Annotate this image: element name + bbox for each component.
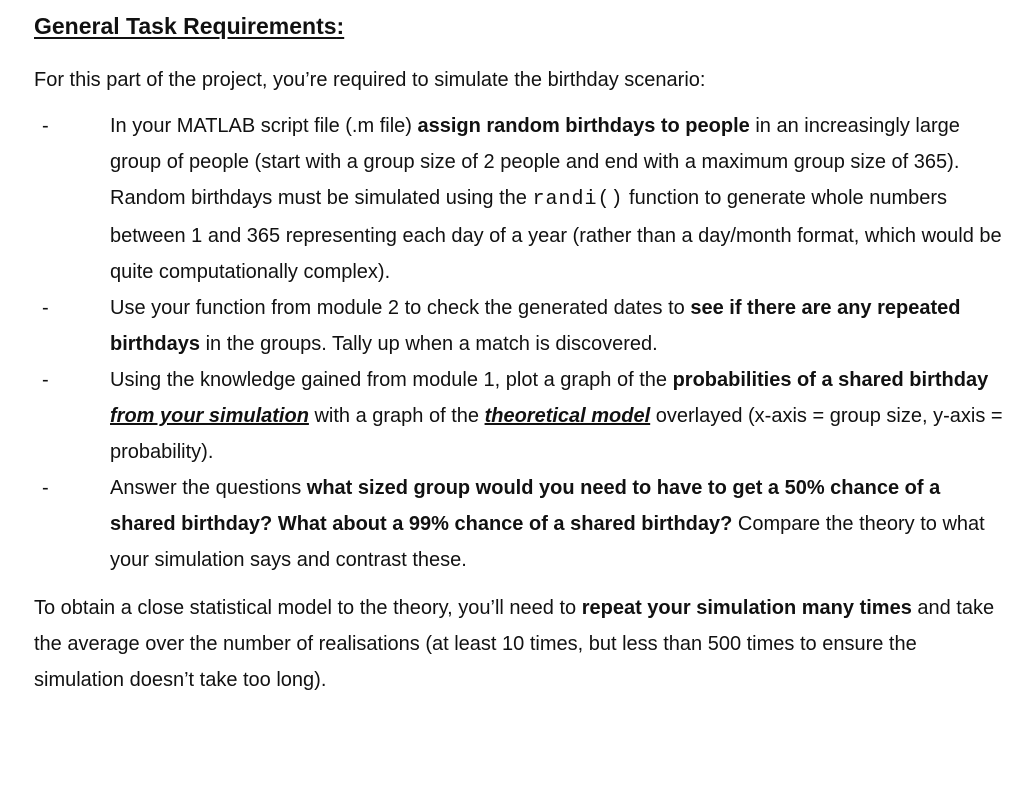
bullet-dash: - bbox=[42, 369, 49, 391]
item-3-text-1: Using the knowledge gained from module 1, plot a graph of the bbox=[110, 369, 673, 391]
item-1-text-2: in an increasingly large group of people (start with a group size of 2 people and end with a maximum group size of 365). Random birthdays must be simulated using the bbox=[110, 115, 960, 209]
closing-text-1: To obtain a close statistical model to the theory, you’ll need to bbox=[34, 597, 582, 619]
heading-title: General Task Requirements bbox=[34, 13, 337, 39]
document-page bbox=[34, 10, 1009, 698]
intro-paragraph: For this part of the project, you’re required to simulate the birthday scenario: bbox=[34, 69, 706, 91]
requirement-item-4 bbox=[34, 470, 1009, 578]
item-1-bold-1: assign random birthdays to people bbox=[417, 115, 750, 137]
item-4-bold-1: what sized group would you need to have to get a 50% chance of a shared birthday? What about a 99% chance of a shared birthday? bbox=[110, 477, 941, 535]
item-1-text-3: function to generate whole numbers between 1 and 365 representing each day of a year (rather than a day/month format, which would be quite computationally complex). bbox=[110, 187, 1002, 283]
item-4-text-2: Compare the theory to what your simulation says and contrast these. bbox=[110, 513, 985, 571]
bullet-dash: - bbox=[42, 477, 49, 499]
closing-bold-1: repeat your simulation many times bbox=[581, 597, 912, 619]
section-heading bbox=[34, 10, 1009, 42]
requirement-item-3 bbox=[34, 362, 1009, 470]
item-2-text-2: in the groups. Tally up when a match is discovered. bbox=[200, 333, 658, 355]
item-3-underline-2: theoretical model bbox=[484, 405, 651, 427]
requirement-item-1 bbox=[34, 108, 1009, 290]
item-3-underline-1: from your simulation bbox=[110, 405, 309, 427]
item-2-text-1: Use your function from module 2 to check the generated dates to bbox=[110, 297, 691, 319]
item-3-text-2: with a graph of the bbox=[308, 405, 485, 427]
item-2-bold-1: see if there are any repeated birthdays bbox=[110, 297, 961, 355]
closing-paragraph bbox=[34, 590, 1009, 698]
requirements-list bbox=[34, 108, 1009, 578]
bullet-dash: - bbox=[42, 297, 49, 319]
item-1-text-1: In your MATLAB script file (.m file) bbox=[110, 115, 418, 137]
item-4-text-1: Answer the questions bbox=[110, 477, 307, 499]
heading-colon: : bbox=[336, 13, 345, 39]
item-3-text-3: overlayed (x-axis = group size, y-axis = probability). bbox=[110, 405, 1003, 463]
randi-code: randi() bbox=[532, 188, 624, 211]
closing-text-2: and take the average over the number of realisations (at least 10 times, but less than 500 times to ensure the simulation doesn’t take too long). bbox=[34, 597, 995, 691]
bullet-dash: - bbox=[42, 115, 49, 137]
item-3-bold-1: probabilities of a shared birthday bbox=[672, 369, 989, 391]
requirement-item-2 bbox=[34, 290, 1009, 362]
